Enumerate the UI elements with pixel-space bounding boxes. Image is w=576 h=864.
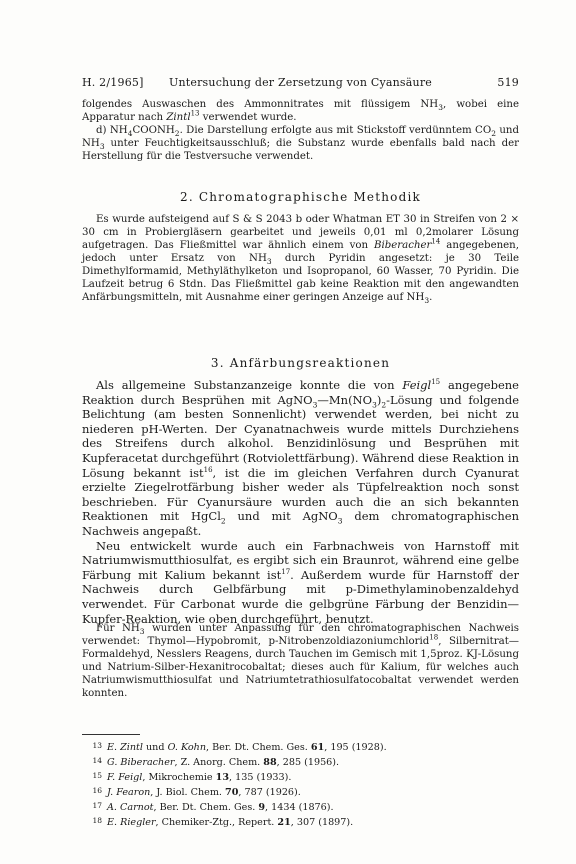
footnote-rule <box>82 734 140 735</box>
running-header <box>82 76 519 92</box>
section-3-paragraph-1: Als allgemeine Substanzanzeige konnte die von Feigl$^{15}$ angegebene Reaktion durch Besprühen mit $AgNO_3—Mn(NO_3)_2$-Lösung und folgende Belichtung (am besten Sonnenlicht) verwendet werden, bei nicht zu niederen pH-Werten. Der Cyanatnachweis wurde mittels Durchziehens des Streifens durch alkohol. Benzidinlösung und Besprühen mit Kupferacetat durchgeführt (Rotviolettfärbung). Während diese Reaktion in Lösung bekannt ist$^{16}$, ist die im gleichen Verfahren durch Cyanurat erzielte Ziegelrotfärbung bisher weder als Tüpfelreaktion noch sonst beschrieben. Für Cyanursäure wurden auch die an sich bekannten Reaktionen mit HgCl$_2$ und mit AgNO$_3$ dem chromatographischen Nachweis angepaßt. <box>82 378 520 538</box>
section-3-body <box>82 378 519 626</box>
intro-paragraph: folgendes Auswaschen des Ammonnitrates mit flüssigem $NH_3$, wobei eine Apparatur nach Zintl$^{13}$ verwendet wurde. <box>82 99 519 123</box>
item-d-paragraph: d) $NH_4COONH_2$. Die Darstellung erfolgte aus mit Stickstoff verdünntem $CO_2$ und $NH_3$ unter Feuchtigkeitsausschluß; die Substanz wurde ebenfalls bald nach der Herstellung für die Testversuche verwendet. <box>82 125 519 162</box>
footnote-17: 17 A. Carnot, Ber. Dt. Chem. Ges. 9, 1434 (1876). <box>92 801 334 813</box>
intro-block <box>82 98 519 163</box>
page-number: 519 <box>497 76 519 89</box>
section-3-paragraph-2: Neu entwickelt wurde auch ein Farbnachweis von Harnstoff mit Natriumwismutthiosulfat, es ergibt sich ein Braunrot, während eine gelbe Färbung mit Kalium bekannt ist$^{17}$. Außerdem wurde für Harnstoff der Nachweis durch Gelbfärbung mit p-Dimethylaminobenzaldehyd verwendet. Für Carbonat wurde die gelbgrüne Färbung der Benzidin—Kupfer-Reaktion, wie oben durchgeführt, benutzt. <box>82 538 519 626</box>
section-2-paragraph: Es wurde aufsteigend auf S & S 2043 b oder Whatman ET 30 in Streifen von 2 × 30 cm in Probiergläsern gearbeitet und jeweils 0,01 ml 0,2molarer Lösung aufgetragen. Das Fließmittel war ähnlich einem von Biberacher$^{14}$ angegebenen, jedoch unter Ersatz von $NH_3$ durch Pyridin angesetzt: je 30 Teile Dimethylformamid, Methyläthylketon und Isopropanol, 60 Wasser, 70 Pyridin. Die Laufzeit betrug 6 Stdn. Das Fließmittel gab keine Reaktion mit den angewandten Anfärbungsmitteln, mit Ausnahme einer geringen Anzeige auf $NH_3$. <box>82 214 519 306</box>
footnote-13: 13 E. Zintl und O. Kohn, Ber. Dt. Chem. Ges. 61, 195 (1928). <box>92 741 387 753</box>
issue-label: H. 2/1965] <box>82 76 144 89</box>
section-3-small-block <box>82 622 519 700</box>
footnote-18: 18 E. Riegler, Chemiker-Ztg., Repert. 21, 307 (1897). <box>92 816 354 828</box>
running-title: Untersuchung der Zersetzung von Cyansäure <box>169 76 432 89</box>
section-3-paragraph-3: Für $NH_3$ wurden unter Anpassung für den chromatographischen Nachweis verwendet: Thymol—Hypobromit, p-Nitrobenzoldiazoniumchlorid$^{18}$, Silbernitrat—Formaldehyd, Nesslers Reagens, durch Tauchen im Gemisch mit 1,5proz. KJ-Lösung und Natrium-Silber-Hexanitrocobaltat; dieses auch für Kalium, für welches auch Natriumwismutthiosulfat und Natriumtetrathiosulfatocobaltat verwendet werden konnten. <box>82 623 519 699</box>
footnote-16: 16 J. Fearon, J. Biol. Chem. 70, 787 (1926). <box>92 786 301 798</box>
footnotes <box>82 739 519 829</box>
footnote-15: 15 F. Feigl, Mikrochemie 13, 135 (1933). <box>92 771 292 783</box>
section-2-heading: 2. Chromatographische Methodik <box>179 190 421 204</box>
section-3-heading: 3. Anfärbungsreaktionen <box>210 356 391 370</box>
footnote-14: 14 G. Biberacher, Z. Anorg. Chem. 88, 285 (1956). <box>92 756 340 768</box>
section-2-body <box>82 213 519 304</box>
